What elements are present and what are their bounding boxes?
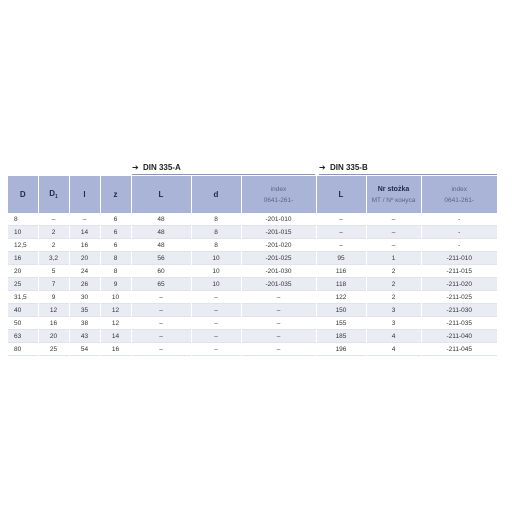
cell-d1: 7 xyxy=(38,278,69,291)
group-header-din-335-b xyxy=(319,162,497,175)
cell-z: 14 xyxy=(100,330,131,343)
cell-length-b: 196 xyxy=(316,343,366,356)
cell-d-shank: – xyxy=(191,343,241,356)
cell-d: 31,5 xyxy=(8,291,38,304)
cell-d: 12,5 xyxy=(8,239,38,252)
table-row xyxy=(8,239,497,252)
col-header-index-a xyxy=(241,176,316,213)
cell-index-b: -211-010 xyxy=(421,252,497,265)
cell-length-b: 155 xyxy=(316,317,366,330)
cell-d1: 2 xyxy=(38,226,69,239)
table-row xyxy=(8,330,497,343)
cell-z: 16 xyxy=(100,343,131,356)
cell-d: 80 xyxy=(8,343,38,356)
cell-length-b: – xyxy=(316,239,366,252)
cell-index-a: – xyxy=(241,291,316,304)
arrow-right-icon: ➔ xyxy=(319,163,326,172)
cell-taper-number: – xyxy=(366,239,421,252)
cell-length-a: 60 xyxy=(131,265,191,278)
cell-index-a: – xyxy=(241,317,316,330)
arrow-right-icon: ➔ xyxy=(132,163,139,172)
cell-z: 12 xyxy=(100,304,131,317)
cell-index-b: - xyxy=(421,226,497,239)
cell-index-b: -211-035 xyxy=(421,317,497,330)
cell-d1: 12 xyxy=(38,304,69,317)
cell-length-b: 185 xyxy=(316,330,366,343)
cell-length-a: 48 xyxy=(131,239,191,252)
table-row xyxy=(8,213,497,226)
index-a-title: index xyxy=(270,185,287,193)
cell-taper-number: – xyxy=(366,213,421,226)
cell-d-shank: 10 xyxy=(191,265,241,278)
cell-taper-number: 3 xyxy=(366,317,421,330)
cell-l: 26 xyxy=(69,278,100,291)
cell-index-b: -211-020 xyxy=(421,278,497,291)
cell-d: 50 xyxy=(8,317,38,330)
col-header-index-b xyxy=(421,176,497,213)
cell-index-a: -201-025 xyxy=(241,252,316,265)
cell-l: 20 xyxy=(69,252,100,265)
cell-d: 8 xyxy=(8,213,38,226)
col-header-d: D xyxy=(8,176,38,213)
cell-length-a: 48 xyxy=(131,226,191,239)
cell-d1: 25 xyxy=(38,343,69,356)
cell-index-a: – xyxy=(241,304,316,317)
cell-d-shank: 8 xyxy=(191,226,241,239)
cell-l: 24 xyxy=(69,265,100,278)
cell-d-shank: 10 xyxy=(191,252,241,265)
cell-d: 25 xyxy=(8,278,38,291)
cell-index-a: -201-010 xyxy=(241,213,316,226)
cell-length-a: 56 xyxy=(131,252,191,265)
cell-length-a: 65 xyxy=(131,278,191,291)
table-row xyxy=(8,343,497,356)
col-header-z: z xyxy=(100,176,131,213)
cell-index-a: – xyxy=(241,330,316,343)
cell-taper-number: 2 xyxy=(366,291,421,304)
cell-l: – xyxy=(69,213,100,226)
cell-taper-number: 4 xyxy=(366,343,421,356)
cell-z: 6 xyxy=(100,239,131,252)
cell-index-a: -201-020 xyxy=(241,239,316,252)
table-row xyxy=(8,291,497,304)
cell-index-a: -201-030 xyxy=(241,265,316,278)
cell-l: 35 xyxy=(69,304,100,317)
cell-length-b: 122 xyxy=(316,291,366,304)
cell-length-a: – xyxy=(131,317,191,330)
cell-l: 43 xyxy=(69,330,100,343)
cell-d-shank: 8 xyxy=(191,213,241,226)
cell-z: 6 xyxy=(100,226,131,239)
col-header-d1-sub: 1 xyxy=(55,194,58,200)
col-header-d1-main: D xyxy=(49,189,55,198)
cell-l: 14 xyxy=(69,226,100,239)
cell-length-b: 150 xyxy=(316,304,366,317)
index-b-title: index xyxy=(451,185,468,193)
cell-d: 10 xyxy=(8,226,38,239)
cell-length-a: – xyxy=(131,304,191,317)
cell-index-a: -201-035 xyxy=(241,278,316,291)
cell-z: 9 xyxy=(100,278,131,291)
cell-length-a: – xyxy=(131,343,191,356)
group-header-din-335-a xyxy=(132,162,315,175)
index-b-code: 0641-261- xyxy=(444,196,475,204)
cell-length-b: 95 xyxy=(316,252,366,265)
cell-taper-number: – xyxy=(366,226,421,239)
cell-index-b: -211-030 xyxy=(421,304,497,317)
col-header-d1 xyxy=(38,176,69,213)
cell-d1: 2 xyxy=(38,239,69,252)
cell-taper-number: 2 xyxy=(366,278,421,291)
cell-z: 8 xyxy=(100,252,131,265)
cell-taper-number: 3 xyxy=(366,304,421,317)
cell-index-b: -211-025 xyxy=(421,291,497,304)
cell-d1: – xyxy=(38,213,69,226)
cell-l: 54 xyxy=(69,343,100,356)
cell-d-shank: 8 xyxy=(191,239,241,252)
cell-length-a: 48 xyxy=(131,213,191,226)
cell-z: 8 xyxy=(100,265,131,278)
spec-table xyxy=(8,176,497,356)
col-header-length-a: L xyxy=(131,176,191,213)
cell-d: 16 xyxy=(8,252,38,265)
cell-d1: 20 xyxy=(38,330,69,343)
cell-length-b: 116 xyxy=(316,265,366,278)
cell-index-a: – xyxy=(241,343,316,356)
group-label: DIN 335-A xyxy=(142,163,181,172)
cell-taper-number: 4 xyxy=(366,330,421,343)
cell-l: 38 xyxy=(69,317,100,330)
col-header-d-shank: d xyxy=(191,176,241,213)
cell-d1: 5 xyxy=(38,265,69,278)
cell-d: 40 xyxy=(8,304,38,317)
col-header-length-b: L xyxy=(316,176,366,213)
cell-z: 12 xyxy=(100,317,131,330)
cell-length-b: – xyxy=(316,213,366,226)
cell-l: 16 xyxy=(69,239,100,252)
cell-length-a: – xyxy=(131,330,191,343)
cell-d-shank: 10 xyxy=(191,278,241,291)
cell-index-b: -211-045 xyxy=(421,343,497,356)
index-a-code: 0641-261- xyxy=(263,196,294,204)
cell-length-a: – xyxy=(131,291,191,304)
col-header-l: l xyxy=(69,176,100,213)
cell-length-b: 118 xyxy=(316,278,366,291)
cell-d-shank: – xyxy=(191,304,241,317)
table-row xyxy=(8,278,497,291)
cell-d-shank: – xyxy=(191,330,241,343)
taper-number-title: Nr stożka xyxy=(377,185,410,193)
table-row xyxy=(8,265,497,278)
cell-taper-number: 2 xyxy=(366,265,421,278)
table-header-row xyxy=(8,176,497,213)
table-row xyxy=(8,304,497,317)
cell-taper-number: 1 xyxy=(366,252,421,265)
cell-index-a: -201-015 xyxy=(241,226,316,239)
cell-length-b: – xyxy=(316,226,366,239)
taper-number-subtitle: MT / Nº конуса xyxy=(371,196,416,204)
cell-d1: 9 xyxy=(38,291,69,304)
cell-z: 10 xyxy=(100,291,131,304)
cell-index-b: -211-040 xyxy=(421,330,497,343)
cell-d-shank: – xyxy=(191,291,241,304)
cell-d: 63 xyxy=(8,330,38,343)
cell-z: 6 xyxy=(100,213,131,226)
cell-index-b: -211-015 xyxy=(421,265,497,278)
table-row xyxy=(8,317,497,330)
table-row xyxy=(8,252,497,265)
cell-d-shank: – xyxy=(191,317,241,330)
cell-index-b: - xyxy=(421,239,497,252)
cell-d: 20 xyxy=(8,265,38,278)
cell-d1: 3,2 xyxy=(38,252,69,265)
table-row xyxy=(8,226,497,239)
cell-d1: 16 xyxy=(38,317,69,330)
col-header-taper-number xyxy=(366,176,421,213)
cell-index-b: - xyxy=(421,213,497,226)
group-label: DIN 335-B xyxy=(329,163,368,172)
cell-l: 30 xyxy=(69,291,100,304)
